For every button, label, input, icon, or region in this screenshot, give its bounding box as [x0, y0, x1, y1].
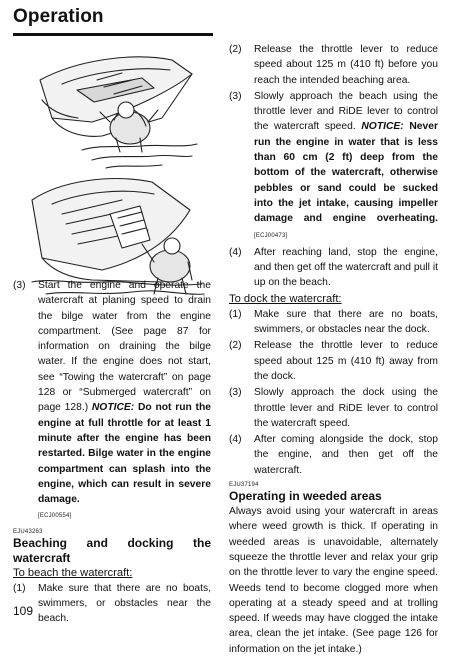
- section-code: EJU37194: [229, 482, 259, 489]
- reference-code: [ECJ00473]: [254, 232, 288, 239]
- section-code: EJU43263: [13, 528, 43, 535]
- list-text: After reaching land, stop the engine, and then get off the watercraft and pull it up on the beach.: [254, 246, 438, 289]
- list-number: (3): [13, 280, 26, 291]
- list-item: [13, 278, 211, 525]
- section-heading: Beaching and docking the watercraft: [13, 535, 211, 565]
- list-item: [229, 245, 438, 291]
- notice-text: Do not run the engine at full throttle for at least 1 minute after the engine has been restarted. Bilge water in the engine compartment can splash into the engine, which can result in severe damage.: [38, 402, 211, 506]
- page-title: Operation: [13, 6, 104, 27]
- list-item: [229, 42, 438, 88]
- weeded-paragraph: Always avoid using your watercraft in areas where weed growth is thick. If operating in weeded areas is unavoidable, alternately squeeze the throttle lever and relax your grip on the throttle lever to vary the engine speed. Weeds tend to become clogged more when operating at a steady speed and at trolling speed. If weeds may have clogged the intake area, clean the jet intake. (See page 126 for information on the jet intake.): [229, 506, 438, 655]
- list-text: Slowly approach the dock using the throttle lever and RiDE lever to control the watercraft speed.: [254, 387, 438, 429]
- list-text: Release the throttle lever to reduce speed about 125 m (410 ft) away from the dock.: [254, 340, 438, 382]
- list-number: (2): [229, 340, 242, 352]
- list-item: [229, 432, 438, 478]
- right-column: [229, 42, 438, 657]
- sub-heading: To beach the watercraft:: [13, 566, 133, 579]
- list-number: (1): [229, 308, 242, 320]
- list-number: (3): [229, 90, 242, 102]
- list-item: [229, 385, 438, 431]
- list-number: (4): [229, 246, 242, 258]
- list-text: [38, 278, 211, 525]
- list-text: Make sure that there are no boats, swimmers, or obstacles near the beach.: [38, 582, 211, 625]
- list-text: Release the throttle lever to reduce speed about 125 m (410 ft) before you reach the intended beaching area.: [254, 44, 438, 86]
- step-text: Start the engine and operate the watercraft at planing speed to drain the bilge water from the engine compartment. (See page 87 for information on draining the bilge water. If the engine does not start, see “Towing the watercraft” on page 128 or “Submerged watercraft” on page 128.): [38, 280, 211, 414]
- list-number: (2): [229, 44, 242, 55]
- page-number: 109: [13, 604, 34, 618]
- step-text: Slowly approach the beach using the throttle lever and RiDE lever to control the watercraft speed.: [254, 90, 438, 133]
- reference-code: [ECJ00554]: [38, 513, 72, 520]
- list-item: [229, 89, 438, 244]
- notice-label: NOTICE:: [361, 121, 404, 133]
- notice-label: NOTICE:: [91, 402, 135, 414]
- dock-heading: To dock the watercraft:: [229, 292, 342, 305]
- list-number: (1): [13, 582, 26, 594]
- list-item: [13, 581, 211, 627]
- title-rule: [13, 33, 213, 36]
- weeded-heading: Operating in weeded areas: [229, 489, 382, 504]
- left-column: [13, 278, 211, 628]
- list-number: (4): [229, 434, 242, 446]
- list-number: (3): [229, 387, 242, 399]
- list-text: After coming alongside the dock, stop the engine, and then get off the watercraft.: [254, 434, 438, 476]
- list-item: [229, 338, 438, 384]
- watercraft-being-pushed-illustration: [22, 40, 212, 180]
- list-text: [254, 89, 438, 244]
- notice-text: Never run the engine in water that is less than 60 cm (2 ft) deep from the bottom of the watercraft, otherwise pebbles or sand could be sucked into the jet intake, causing impeller damage and engine overheating.: [254, 121, 438, 225]
- list-item: [229, 307, 438, 338]
- list-text: Make sure that there are no boats, swimmers, or obstacles near the dock.: [254, 308, 438, 336]
